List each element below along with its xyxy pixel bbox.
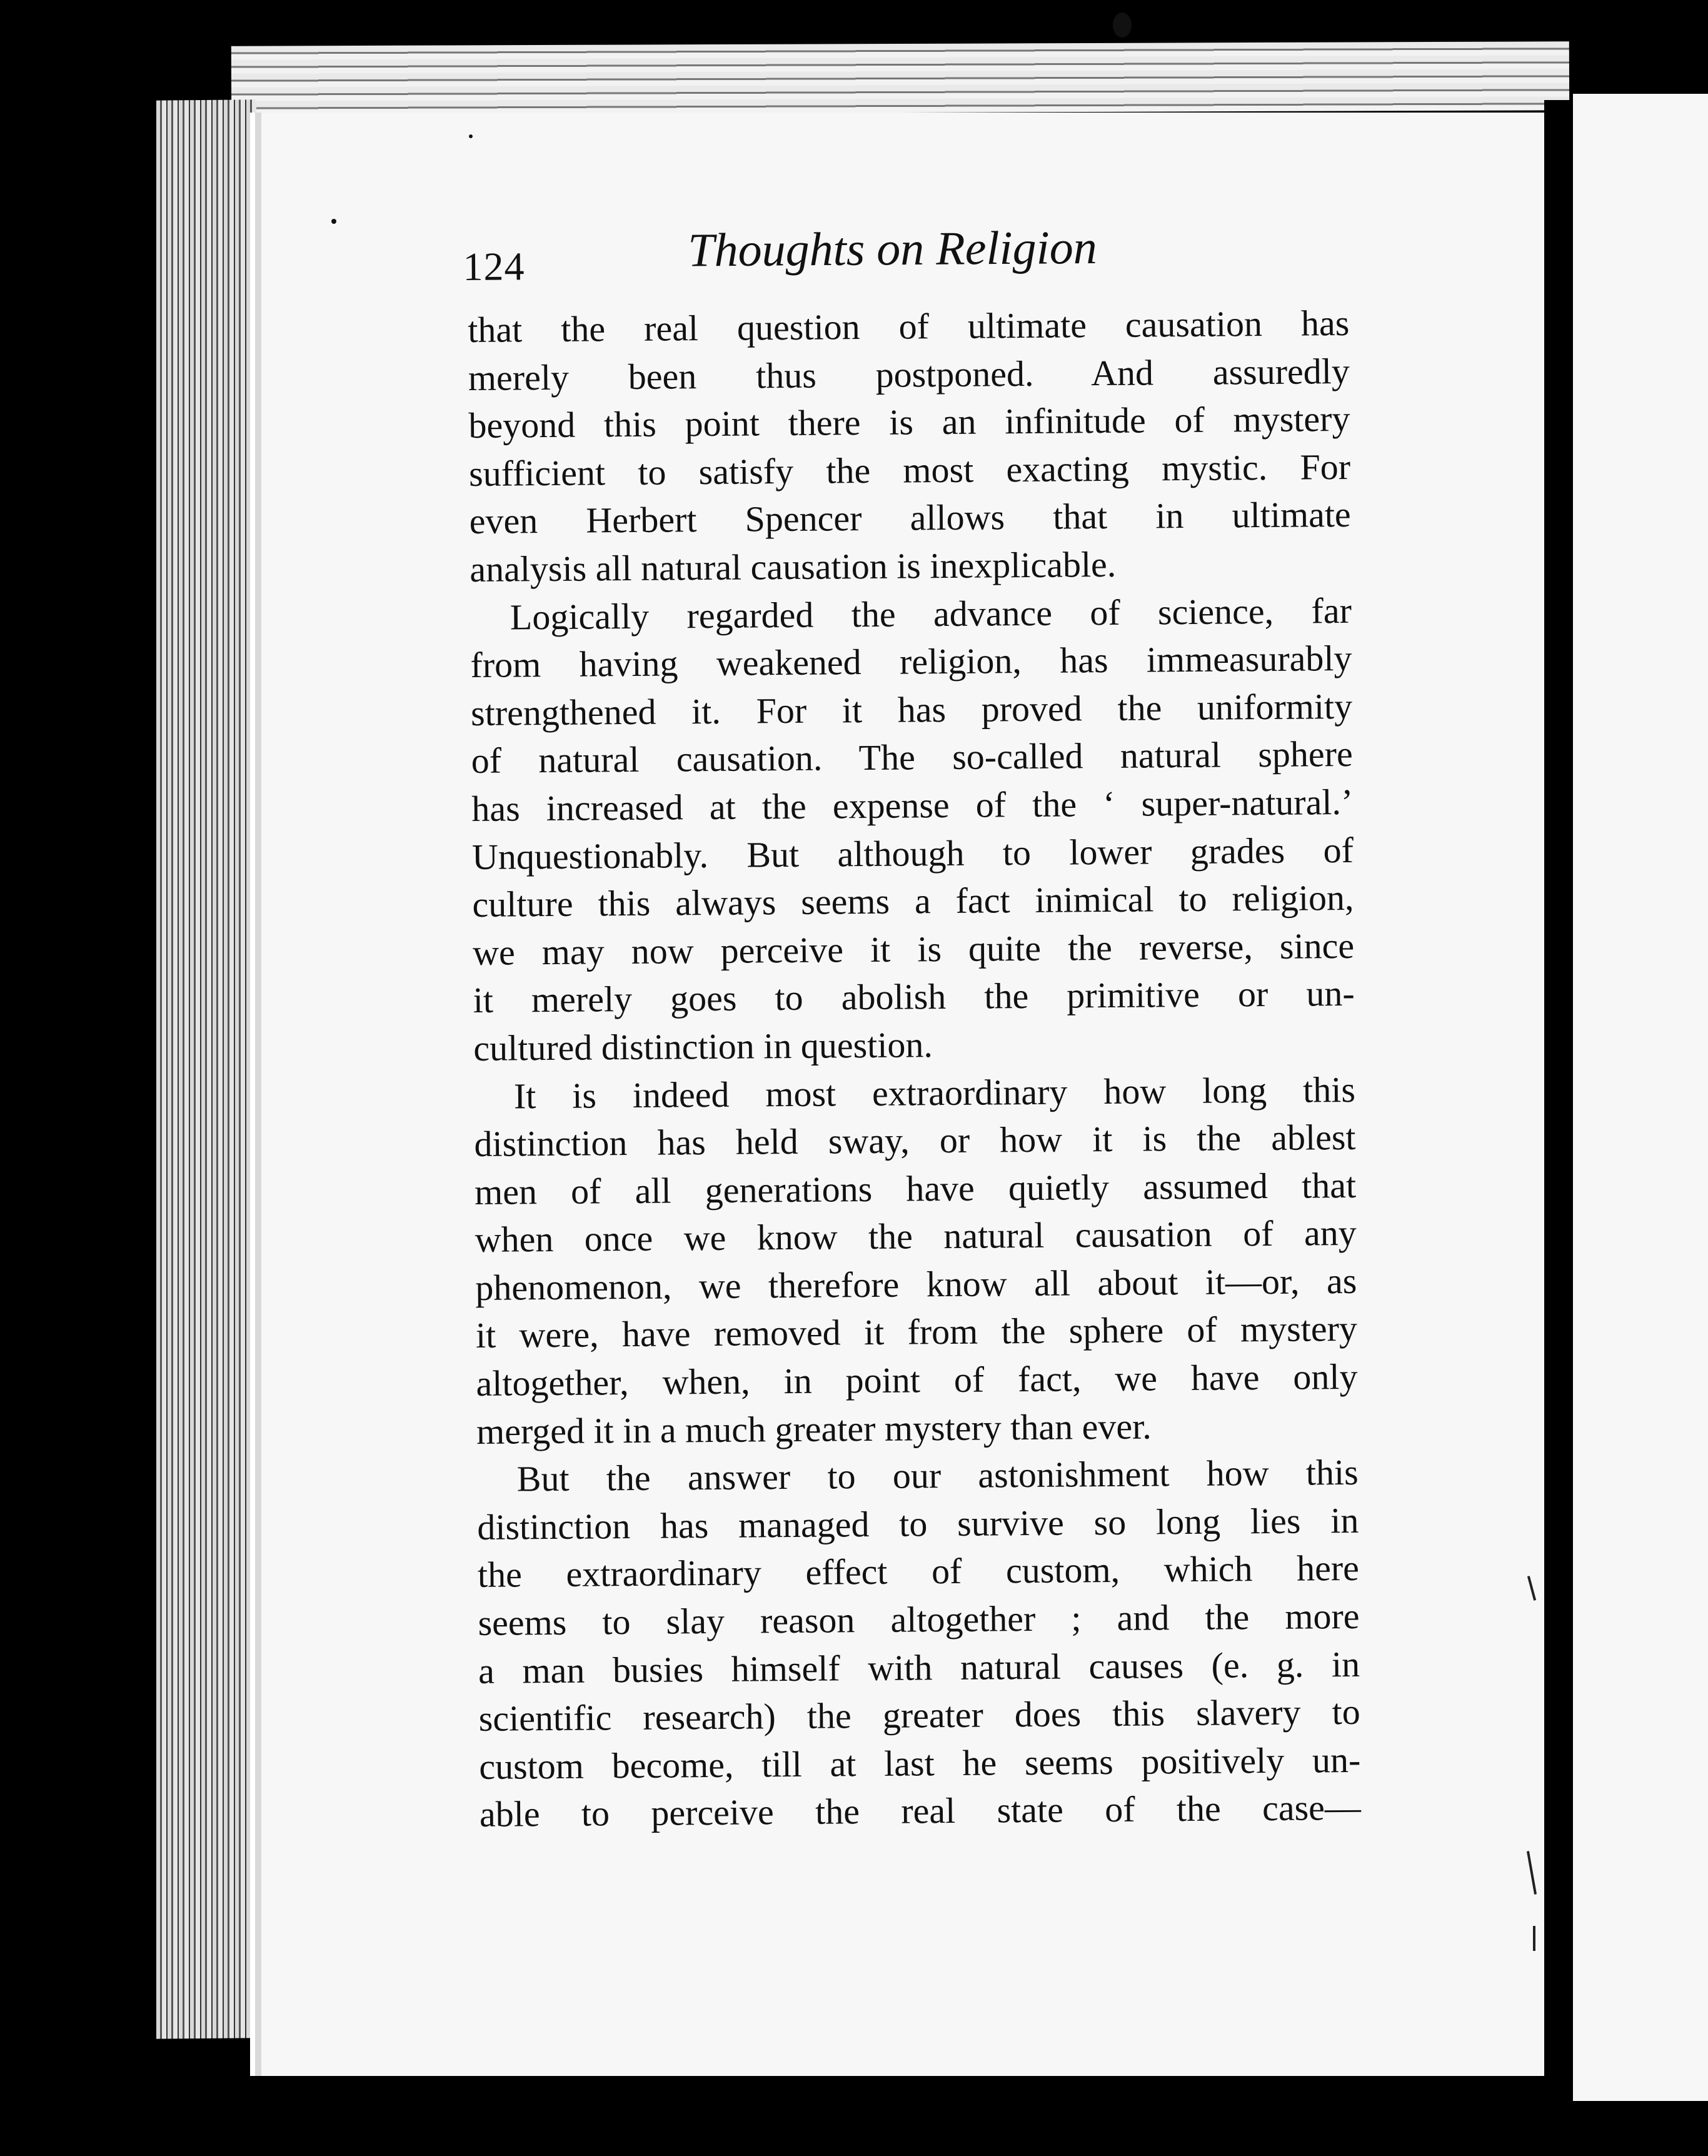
text-line: distinction has held sway, or how it is the ablest xyxy=(474,1116,1356,1165)
text-line: even Herbert Spencer allows that in ultimate xyxy=(469,494,1351,542)
scan-mark xyxy=(1533,1926,1535,1951)
text-line: distinction has managed to survive so long lies in xyxy=(477,1499,1359,1548)
text-line: that the real question of ultimate causation has xyxy=(468,302,1350,350)
text-line: merely been thus postponed. And assuredly xyxy=(468,350,1350,398)
paragraph-4 xyxy=(476,1449,1361,1839)
text-line: merged it in a much greater mystery than ever. xyxy=(476,1406,1152,1452)
text-line: analysis all natural causation is inexplicable. xyxy=(470,543,1117,590)
body-text xyxy=(468,300,1361,1839)
book-top-edge xyxy=(231,41,1569,114)
text-line: we may now perceive it is quite the reverse, since xyxy=(472,925,1355,973)
text-line: scientific research) the greater does this slavery to xyxy=(478,1691,1360,1740)
paragraph-2 xyxy=(470,587,1355,1072)
text-line: sufficient to satisfy the most exacting mystic. For xyxy=(468,446,1351,494)
text-line: has increased at the expense of the ‘ super-natural.’ xyxy=(471,781,1354,829)
book-page-edges xyxy=(156,99,256,2038)
text-line: beyond this point there is an infinitude of mystery xyxy=(468,398,1350,446)
text-line: of natural causation. The so-called natural sphere xyxy=(471,733,1353,782)
text-line: from having weakened religion, has immeasurably xyxy=(470,638,1352,686)
text-line: It is indeed most extraordinary how long this xyxy=(513,1069,1356,1116)
text-line: cultured distinction in question. xyxy=(473,1024,933,1069)
text-line: seems to slay reason altogether ; and the more xyxy=(478,1595,1360,1643)
text-line: a man busies himself with natural causes (e. g. in xyxy=(478,1643,1360,1691)
text-line: altogether, when, in point of fact, we have only xyxy=(476,1356,1358,1404)
text-line: when once we know the natural causation of any xyxy=(475,1212,1357,1261)
scan-speck xyxy=(331,219,336,224)
facing-page-edge xyxy=(1573,94,1708,2101)
text-line: men of all generations have quietly assumed that xyxy=(474,1164,1357,1212)
paragraph-1 xyxy=(468,300,1352,594)
text-line: But the answer to our astonishment how this xyxy=(516,1452,1359,1499)
text-line: it were, have removed it from the sphere of mystery xyxy=(475,1308,1358,1356)
text-line: phenomenon, we therefore know all about it—or, as xyxy=(475,1260,1357,1308)
text-line: able to perceive the real state of the case— xyxy=(479,1787,1362,1835)
running-head xyxy=(463,220,1201,306)
page-number: 124 xyxy=(463,244,525,289)
text-line: strengthened it. For it has proved the uniformity xyxy=(470,685,1353,733)
text-line: culture this always seems a fact inimical to religion, xyxy=(472,877,1354,925)
scan-speck xyxy=(1113,13,1132,38)
running-title: Thoughts on Religion xyxy=(687,221,1098,277)
paragraph-3 xyxy=(474,1065,1359,1456)
text-line: the extraordinary effect of custom, which here xyxy=(477,1548,1360,1596)
text-line: Logically regarded the advance of science, far xyxy=(510,590,1352,638)
book-gutter xyxy=(1544,100,1573,2107)
scan-speck xyxy=(469,134,473,138)
text-line: custom become, till at last he seems positively un- xyxy=(479,1739,1361,1787)
text-line: it merely goes to abolish the primitive or un- xyxy=(473,973,1355,1021)
text-line: Unquestionably. But although to lower grades of xyxy=(471,829,1354,877)
